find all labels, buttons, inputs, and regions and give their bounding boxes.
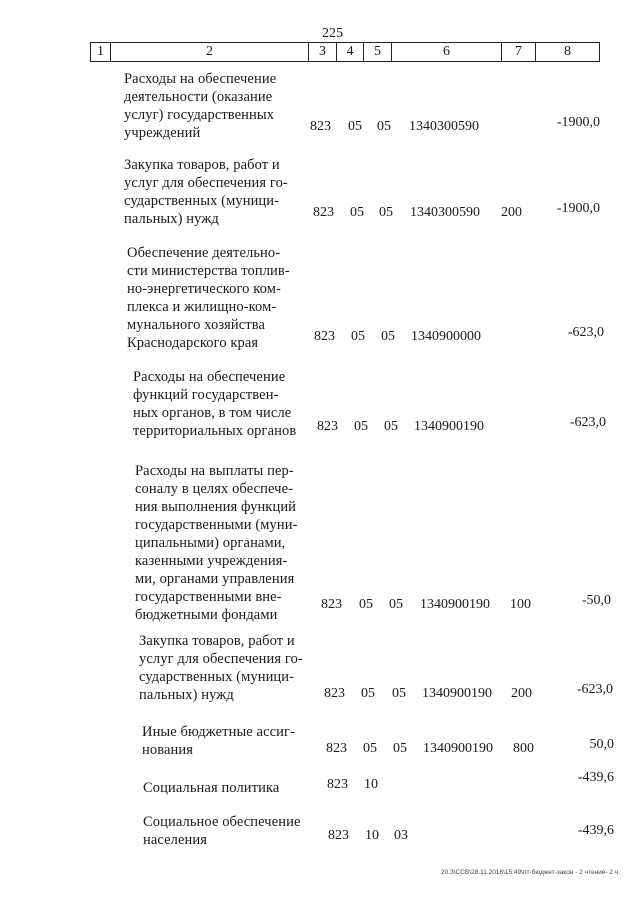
ved-code: 823	[327, 777, 348, 792]
description-line: Социальная политика	[143, 780, 280, 796]
column-header-4: 4	[337, 43, 364, 61]
description-line: Закупка товаров, работ и	[124, 157, 280, 173]
column-header-1: 1	[91, 43, 111, 61]
description-line: услуг) государственных	[124, 107, 275, 123]
target-article-code: 1340300590	[409, 119, 479, 134]
column-header-row	[90, 42, 600, 62]
target-article-code: 1340300590	[410, 205, 480, 220]
subsection-code: 05	[379, 205, 393, 220]
column-header-6: 6	[392, 43, 502, 61]
row-description	[143, 813, 313, 849]
description-line: соналу в целях обеспече-	[135, 481, 294, 497]
amount: -439,6	[577, 770, 614, 785]
target-article-code: 1340900190	[414, 419, 484, 434]
description-line: территориальных органов	[133, 423, 297, 439]
amount: -439,6	[577, 823, 614, 838]
description-line: казенными учреждения-	[135, 553, 288, 569]
description-line: сударственных (муници-	[124, 193, 280, 209]
ved-code: 823	[317, 419, 338, 434]
row-description	[139, 632, 307, 704]
target-article-code: 1340900190	[423, 741, 493, 756]
target-article-code: 1340900190	[422, 686, 492, 701]
amount: -623,0	[567, 325, 604, 340]
document-footer: 20.3\CCB\28.11.2016\15:49\пт-бюджет-закон - 2 чтение- 2 ч.	[441, 869, 620, 876]
ved-code: 823	[310, 119, 331, 134]
ved-code: 823	[313, 205, 334, 220]
amount: -623,0	[576, 682, 613, 697]
subsection-code: 05	[381, 329, 395, 344]
section-code: 05	[348, 119, 362, 134]
amount: -623,0	[569, 415, 606, 430]
description-line: Расходы на обеспечение	[124, 71, 277, 87]
description-line: функций государствен-	[133, 387, 279, 403]
description-line: Расходы на выплаты пер-	[135, 463, 294, 479]
description-line: плекса и жилищно-ком-	[127, 299, 277, 315]
description-line: государственными вне-	[135, 589, 282, 605]
section-code: 10	[364, 777, 378, 792]
subsection-code: 05	[377, 119, 391, 134]
ved-code: 823	[314, 329, 335, 344]
description-line: сти министерства топлив-	[127, 263, 290, 279]
section-code: 05	[361, 686, 375, 701]
target-article-code: 1340900190	[420, 597, 490, 612]
section-code: 05	[350, 205, 364, 220]
section-code: 05	[354, 419, 368, 434]
target-article-code: 1340900000	[411, 329, 481, 344]
description-line: Иные бюджетные ассиг-	[142, 724, 295, 740]
description-line: государственными (муни-	[135, 517, 298, 533]
description-line: сударственных (муници-	[139, 669, 295, 685]
section-code: 05	[351, 329, 365, 344]
subsection-code: 05	[389, 597, 403, 612]
amount: -50,0	[581, 593, 611, 608]
column-header-7: 7	[502, 43, 536, 61]
section-code: 05	[359, 597, 373, 612]
description-line: бюджетными фондами	[135, 607, 278, 623]
subsection-code: 03	[394, 828, 408, 843]
ved-code: 823	[324, 686, 345, 701]
row-description	[133, 368, 301, 440]
ved-code: 823	[321, 597, 342, 612]
section-code: 10	[365, 828, 379, 843]
subsection-code: 05	[384, 419, 398, 434]
description-line: ми, органами управления	[135, 571, 295, 587]
row-description	[143, 779, 313, 797]
column-header-8: 8	[564, 44, 571, 59]
expense-type-code: 100	[510, 597, 531, 612]
page-number: 225	[322, 26, 343, 41]
description-line: но-энергетического ком-	[127, 281, 281, 297]
subsection-code: 05	[392, 686, 406, 701]
description-line: Расходы на обеспечение	[133, 369, 286, 385]
description-line: Социальное обеспечение	[143, 814, 301, 830]
column-header-2: 2	[111, 43, 309, 61]
description-line: пальных) нужд	[124, 211, 219, 227]
expense-type-code: 200	[511, 686, 532, 701]
description-line: услуг для обеспечения го-	[124, 175, 288, 191]
row-description	[124, 70, 296, 142]
description-line: пальных) нужд	[139, 687, 234, 703]
column-header-5: 5	[364, 43, 392, 61]
row-description	[124, 156, 296, 228]
row-description	[142, 723, 310, 759]
ved-code: 823	[328, 828, 349, 843]
section-code: 05	[363, 741, 377, 756]
ved-code: 823	[326, 741, 347, 756]
amount: 50,0	[589, 737, 614, 752]
expense-type-code: 800	[513, 741, 534, 756]
expense-type-code: 200	[501, 205, 522, 220]
description-line: Обеспечение деятельно-	[127, 245, 281, 261]
row-description	[127, 244, 299, 352]
description-line: Краснодарского края	[127, 335, 259, 351]
amount: -1900,0	[556, 115, 600, 130]
description-line: деятельности (оказание	[124, 89, 273, 105]
row-description	[135, 462, 303, 624]
description-line: ных органов, в том числе	[133, 405, 292, 421]
amount: -1900,0	[556, 201, 600, 216]
subsection-code: 05	[393, 741, 407, 756]
description-line: учреждений	[124, 125, 201, 141]
column-header-3: 3	[309, 43, 337, 61]
description-line: мунального хозяйства	[127, 317, 266, 333]
description-line: услуг для обеспечения го-	[139, 651, 303, 667]
description-line: Закупка товаров, работ и	[139, 633, 295, 649]
description-line: ния выполнения функций	[135, 499, 297, 515]
description-line: нования	[142, 742, 193, 758]
description-line: населения	[143, 832, 208, 848]
description-line: ципальными) органами,	[135, 535, 286, 551]
